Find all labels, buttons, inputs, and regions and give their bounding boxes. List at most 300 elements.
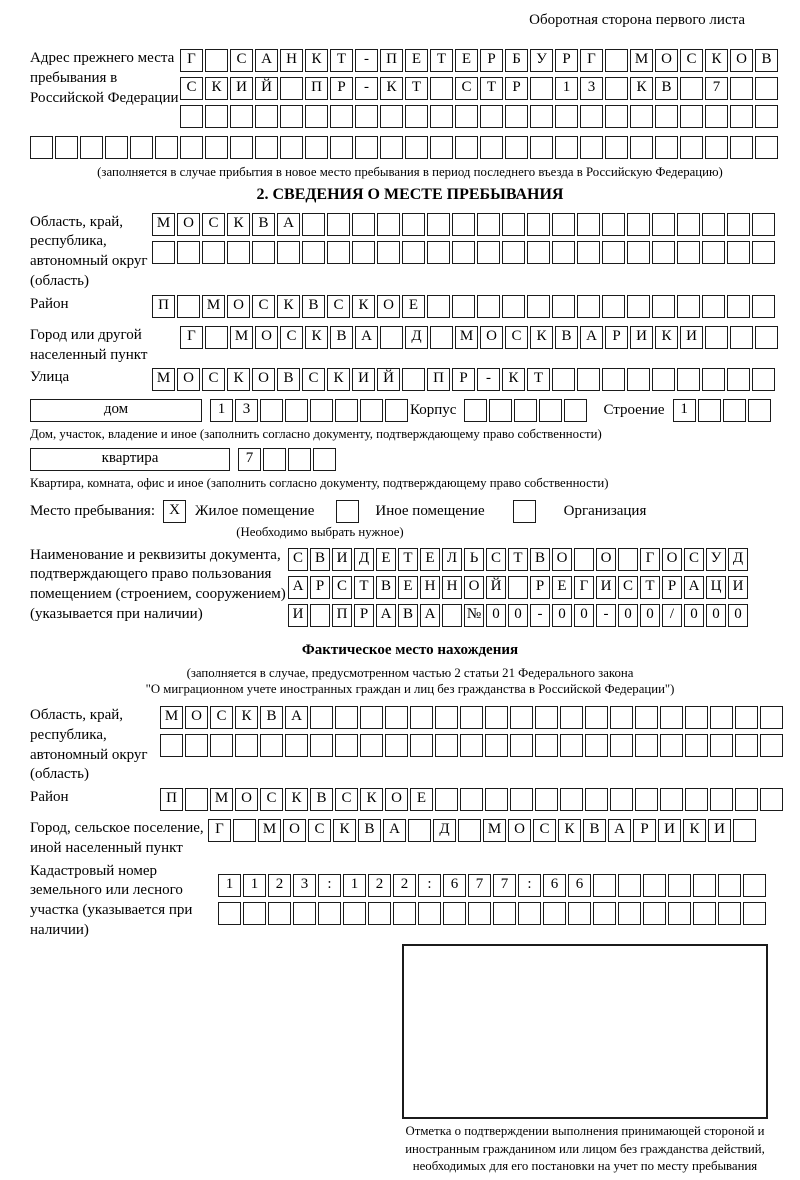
char-cell[interactable] xyxy=(752,295,775,318)
char-cell[interactable] xyxy=(568,902,591,925)
char-cell[interactable] xyxy=(435,788,458,811)
char-cell[interactable] xyxy=(560,734,583,757)
checkbox-other-premises[interactable] xyxy=(336,500,359,523)
char-cell[interactable]: Г xyxy=(180,326,203,349)
char-cell[interactable] xyxy=(527,295,550,318)
char-cell[interactable]: С xyxy=(260,788,283,811)
char-cell[interactable]: Р xyxy=(555,49,578,72)
char-cell[interactable] xyxy=(505,105,528,128)
char-cell[interactable]: И xyxy=(680,326,703,349)
char-cell[interactable] xyxy=(652,368,675,391)
char-cell[interactable] xyxy=(735,706,758,729)
char-cell[interactable]: И xyxy=(352,368,375,391)
char-cell[interactable] xyxy=(560,788,583,811)
char-cell[interactable] xyxy=(327,213,350,236)
char-cell[interactable] xyxy=(655,105,678,128)
char-cell[interactable] xyxy=(227,241,250,264)
char-cell[interactable] xyxy=(677,295,700,318)
char-cell[interactable] xyxy=(410,706,433,729)
char-cell[interactable]: 2 xyxy=(368,874,391,897)
char-cell[interactable]: - xyxy=(530,604,550,627)
char-cell[interactable]: П xyxy=(332,604,352,627)
char-cell[interactable]: 3 xyxy=(293,874,316,897)
char-cell[interactable] xyxy=(335,399,358,422)
char-cell[interactable] xyxy=(160,734,183,757)
char-cell[interactable]: Т xyxy=(480,77,503,100)
char-cell[interactable] xyxy=(285,399,308,422)
char-cell[interactable]: - xyxy=(596,604,616,627)
char-cell[interactable] xyxy=(760,734,783,757)
char-cell[interactable] xyxy=(205,326,228,349)
char-cell[interactable] xyxy=(360,706,383,729)
char-cell[interactable] xyxy=(177,295,200,318)
char-cell[interactable]: Р xyxy=(605,326,628,349)
char-cell[interactable]: А xyxy=(376,604,396,627)
char-cell[interactable] xyxy=(302,241,325,264)
char-cell[interactable] xyxy=(352,241,375,264)
char-cell[interactable]: С xyxy=(202,213,225,236)
char-cell[interactable]: Е xyxy=(410,788,433,811)
char-cell[interactable]: С xyxy=(533,819,556,842)
char-cell[interactable]: : xyxy=(318,874,341,897)
char-cell[interactable] xyxy=(618,902,641,925)
char-cell[interactable] xyxy=(385,399,408,422)
char-cell[interactable]: Р xyxy=(480,49,503,72)
char-cell[interactable]: И xyxy=(596,576,616,599)
char-cell[interactable]: В xyxy=(583,819,606,842)
char-cell[interactable]: С xyxy=(252,295,275,318)
char-cell[interactable]: Р xyxy=(354,604,374,627)
checkbox-organization[interactable] xyxy=(513,500,536,523)
char-cell[interactable] xyxy=(605,136,628,159)
char-cell[interactable] xyxy=(652,241,675,264)
char-cell[interactable] xyxy=(564,399,587,422)
char-cell[interactable] xyxy=(735,788,758,811)
char-cell[interactable]: В xyxy=(302,295,325,318)
char-cell[interactable]: М xyxy=(202,295,225,318)
char-cell[interactable] xyxy=(685,734,708,757)
char-cell[interactable]: Д xyxy=(405,326,428,349)
char-cell[interactable] xyxy=(202,241,225,264)
char-cell[interactable] xyxy=(755,105,778,128)
char-cell[interactable] xyxy=(355,105,378,128)
char-cell[interactable] xyxy=(377,213,400,236)
char-cell[interactable] xyxy=(730,326,753,349)
char-cell[interactable] xyxy=(555,105,578,128)
char-cell[interactable] xyxy=(427,295,450,318)
char-cell[interactable] xyxy=(755,136,778,159)
char-cell[interactable] xyxy=(243,902,266,925)
char-cell[interactable] xyxy=(205,49,228,72)
char-cell[interactable] xyxy=(627,295,650,318)
char-cell[interactable] xyxy=(760,706,783,729)
char-cell[interactable] xyxy=(602,241,625,264)
char-cell[interactable]: Р xyxy=(505,77,528,100)
char-cell[interactable] xyxy=(527,241,550,264)
char-cell[interactable]: № xyxy=(464,604,484,627)
char-cell[interactable]: А xyxy=(684,576,704,599)
char-cell[interactable] xyxy=(605,49,628,72)
char-cell[interactable] xyxy=(230,105,253,128)
char-cell[interactable]: С xyxy=(210,706,233,729)
char-cell[interactable] xyxy=(360,399,383,422)
char-cell[interactable] xyxy=(177,241,200,264)
char-cell[interactable]: 2 xyxy=(393,874,416,897)
char-cell[interactable]: О xyxy=(227,295,250,318)
char-cell[interactable]: 1 xyxy=(343,874,366,897)
char-cell[interactable]: И xyxy=(288,604,308,627)
char-cell[interactable]: А xyxy=(288,576,308,599)
char-cell[interactable]: Т xyxy=(354,576,374,599)
char-cell[interactable]: К xyxy=(305,49,328,72)
char-cell[interactable]: В xyxy=(555,326,578,349)
char-cell[interactable] xyxy=(180,136,203,159)
char-cell[interactable] xyxy=(743,874,766,897)
char-cell[interactable]: Н xyxy=(280,49,303,72)
char-cell[interactable] xyxy=(480,105,503,128)
char-cell[interactable]: Ц xyxy=(706,576,726,599)
char-cell[interactable]: П xyxy=(305,77,328,100)
char-cell[interactable] xyxy=(693,874,716,897)
char-cell[interactable]: - xyxy=(355,77,378,100)
char-cell[interactable] xyxy=(643,874,666,897)
char-cell[interactable] xyxy=(380,105,403,128)
char-cell[interactable] xyxy=(455,105,478,128)
char-cell[interactable]: 6 xyxy=(443,874,466,897)
char-cell[interactable]: Д xyxy=(728,548,748,571)
char-cell[interactable] xyxy=(455,136,478,159)
char-cell[interactable]: С xyxy=(202,368,225,391)
char-cell[interactable]: Т xyxy=(527,368,550,391)
char-cell[interactable] xyxy=(585,788,608,811)
char-cell[interactable]: О xyxy=(377,295,400,318)
char-cell[interactable] xyxy=(514,399,537,422)
char-cell[interactable]: Т xyxy=(398,548,418,571)
char-cell[interactable]: Е xyxy=(405,49,428,72)
char-cell[interactable]: О xyxy=(177,368,200,391)
char-cell[interactable] xyxy=(577,295,600,318)
char-cell[interactable] xyxy=(605,77,628,100)
char-cell[interactable] xyxy=(280,136,303,159)
char-cell[interactable]: 7 xyxy=(238,448,261,471)
char-cell[interactable] xyxy=(685,706,708,729)
char-cell[interactable]: И xyxy=(728,576,748,599)
char-cell[interactable] xyxy=(552,368,575,391)
char-cell[interactable]: М xyxy=(152,213,175,236)
char-cell[interactable]: О xyxy=(255,326,278,349)
char-cell[interactable] xyxy=(502,241,525,264)
char-cell[interactable]: Г xyxy=(180,49,203,72)
char-cell[interactable]: П xyxy=(427,368,450,391)
char-cell[interactable]: К xyxy=(655,326,678,349)
char-cell[interactable]: О xyxy=(464,576,484,599)
char-cell[interactable]: Г xyxy=(208,819,231,842)
char-cell[interactable] xyxy=(510,788,533,811)
char-cell[interactable] xyxy=(668,874,691,897)
char-cell[interactable] xyxy=(318,902,341,925)
char-cell[interactable] xyxy=(743,902,766,925)
char-cell[interactable]: О xyxy=(283,819,306,842)
char-cell[interactable]: М xyxy=(152,368,175,391)
char-cell[interactable]: С xyxy=(680,49,703,72)
char-cell[interactable]: О xyxy=(662,548,682,571)
char-cell[interactable]: Г xyxy=(574,576,594,599)
char-cell[interactable] xyxy=(393,902,416,925)
char-cell[interactable] xyxy=(302,213,325,236)
char-cell[interactable] xyxy=(577,368,600,391)
char-cell[interactable] xyxy=(430,105,453,128)
char-cell[interactable] xyxy=(580,136,603,159)
char-cell[interactable]: Н xyxy=(442,576,462,599)
char-cell[interactable]: Р xyxy=(452,368,475,391)
char-cell[interactable]: К xyxy=(205,77,228,100)
char-cell[interactable]: С xyxy=(332,576,352,599)
char-cell[interactable] xyxy=(385,734,408,757)
char-cell[interactable] xyxy=(677,241,700,264)
char-cell[interactable]: О xyxy=(252,368,275,391)
char-cell[interactable] xyxy=(218,902,241,925)
char-cell[interactable] xyxy=(502,295,525,318)
char-cell[interactable] xyxy=(405,136,428,159)
char-cell[interactable]: О xyxy=(235,788,258,811)
char-cell[interactable]: П xyxy=(152,295,175,318)
char-cell[interactable] xyxy=(477,295,500,318)
char-cell[interactable] xyxy=(502,213,525,236)
char-cell[interactable]: 0 xyxy=(574,604,594,627)
char-cell[interactable]: Г xyxy=(640,548,660,571)
char-cell[interactable]: - xyxy=(355,49,378,72)
char-cell[interactable]: К xyxy=(235,706,258,729)
char-cell[interactable]: К xyxy=(277,295,300,318)
char-cell[interactable] xyxy=(377,241,400,264)
char-cell[interactable]: К xyxy=(352,295,375,318)
char-cell[interactable] xyxy=(680,136,703,159)
char-cell[interactable] xyxy=(30,136,53,159)
char-cell[interactable] xyxy=(702,213,725,236)
char-cell[interactable] xyxy=(427,213,450,236)
char-cell[interactable] xyxy=(593,874,616,897)
char-cell[interactable]: С xyxy=(288,548,308,571)
char-cell[interactable]: М xyxy=(630,49,653,72)
char-cell[interactable] xyxy=(310,734,333,757)
char-cell[interactable] xyxy=(730,136,753,159)
char-cell[interactable]: М xyxy=(230,326,253,349)
char-cell[interactable] xyxy=(327,241,350,264)
char-cell[interactable] xyxy=(705,105,728,128)
char-cell[interactable]: К xyxy=(530,326,553,349)
char-cell[interactable] xyxy=(602,368,625,391)
char-cell[interactable] xyxy=(735,734,758,757)
char-cell[interactable] xyxy=(368,902,391,925)
char-cell[interactable] xyxy=(443,902,466,925)
char-cell[interactable] xyxy=(105,136,128,159)
char-cell[interactable]: С xyxy=(308,819,331,842)
char-cell[interactable] xyxy=(755,77,778,100)
char-cell[interactable]: И xyxy=(658,819,681,842)
char-cell[interactable]: Л xyxy=(442,548,462,571)
char-cell[interactable] xyxy=(752,213,775,236)
char-cell[interactable]: 1 xyxy=(673,399,696,422)
char-cell[interactable]: 1 xyxy=(218,874,241,897)
char-cell[interactable] xyxy=(510,734,533,757)
char-cell[interactable]: Е xyxy=(376,548,396,571)
char-cell[interactable] xyxy=(748,399,771,422)
char-cell[interactable]: И xyxy=(630,326,653,349)
char-cell[interactable] xyxy=(430,77,453,100)
char-cell[interactable]: В xyxy=(655,77,678,100)
char-cell[interactable]: К xyxy=(227,213,250,236)
char-cell[interactable]: 0 xyxy=(640,604,660,627)
char-cell[interactable] xyxy=(627,368,650,391)
char-cell[interactable] xyxy=(352,213,375,236)
char-cell[interactable] xyxy=(727,213,750,236)
char-cell[interactable] xyxy=(485,706,508,729)
char-cell[interactable] xyxy=(680,105,703,128)
char-cell[interactable]: В xyxy=(530,548,550,571)
char-cell[interactable] xyxy=(702,295,725,318)
char-cell[interactable] xyxy=(480,136,503,159)
char-cell[interactable] xyxy=(710,734,733,757)
char-cell[interactable]: : xyxy=(518,874,541,897)
char-cell[interactable] xyxy=(155,136,178,159)
char-cell[interactable] xyxy=(630,105,653,128)
char-cell[interactable] xyxy=(313,448,336,471)
char-cell[interactable]: П xyxy=(160,788,183,811)
char-cell[interactable] xyxy=(402,241,425,264)
char-cell[interactable] xyxy=(493,902,516,925)
char-cell[interactable] xyxy=(585,734,608,757)
char-cell[interactable]: С xyxy=(280,326,303,349)
char-cell[interactable]: 7 xyxy=(468,874,491,897)
char-cell[interactable]: 3 xyxy=(580,77,603,100)
char-cell[interactable]: Й xyxy=(486,576,506,599)
char-cell[interactable]: К xyxy=(502,368,525,391)
char-cell[interactable]: - xyxy=(477,368,500,391)
char-cell[interactable]: А xyxy=(608,819,631,842)
char-cell[interactable]: У xyxy=(530,49,553,72)
char-cell[interactable] xyxy=(602,295,625,318)
char-cell[interactable] xyxy=(263,448,286,471)
char-cell[interactable] xyxy=(660,734,683,757)
char-cell[interactable] xyxy=(605,105,628,128)
char-cell[interactable] xyxy=(635,788,658,811)
char-cell[interactable] xyxy=(452,213,475,236)
char-cell[interactable] xyxy=(760,788,783,811)
char-cell[interactable]: М xyxy=(455,326,478,349)
char-cell[interactable] xyxy=(705,326,728,349)
char-cell[interactable]: И xyxy=(230,77,253,100)
char-cell[interactable] xyxy=(602,213,625,236)
char-cell[interactable] xyxy=(702,368,725,391)
char-cell[interactable] xyxy=(477,213,500,236)
char-cell[interactable]: 0 xyxy=(728,604,748,627)
char-cell[interactable] xyxy=(535,706,558,729)
char-cell[interactable] xyxy=(210,734,233,757)
char-cell[interactable] xyxy=(677,213,700,236)
char-cell[interactable]: Е xyxy=(402,295,425,318)
char-cell[interactable]: 7 xyxy=(493,874,516,897)
char-cell[interactable]: С xyxy=(618,576,638,599)
char-cell[interactable]: О xyxy=(385,788,408,811)
char-cell[interactable]: В xyxy=(755,49,778,72)
char-cell[interactable] xyxy=(343,902,366,925)
char-cell[interactable]: М xyxy=(210,788,233,811)
char-cell[interactable] xyxy=(727,241,750,264)
char-cell[interactable] xyxy=(580,105,603,128)
char-cell[interactable] xyxy=(510,706,533,729)
char-cell[interactable] xyxy=(593,902,616,925)
char-cell[interactable]: А xyxy=(383,819,406,842)
char-cell[interactable] xyxy=(610,706,633,729)
char-cell[interactable]: И xyxy=(708,819,731,842)
char-cell[interactable] xyxy=(655,136,678,159)
char-cell[interactable] xyxy=(405,105,428,128)
char-cell[interactable]: / xyxy=(662,604,682,627)
char-cell[interactable] xyxy=(464,399,487,422)
char-cell[interactable] xyxy=(330,136,353,159)
char-cell[interactable] xyxy=(435,734,458,757)
char-cell[interactable] xyxy=(452,295,475,318)
char-cell[interactable] xyxy=(635,734,658,757)
char-cell[interactable] xyxy=(380,136,403,159)
char-cell[interactable] xyxy=(530,136,553,159)
char-cell[interactable] xyxy=(705,136,728,159)
char-cell[interactable] xyxy=(535,734,558,757)
char-cell[interactable] xyxy=(305,136,328,159)
char-cell[interactable] xyxy=(723,399,746,422)
char-cell[interactable]: 3 xyxy=(235,399,258,422)
char-cell[interactable]: О xyxy=(596,548,616,571)
char-cell[interactable] xyxy=(310,399,333,422)
char-cell[interactable] xyxy=(380,326,403,349)
char-cell[interactable] xyxy=(180,105,203,128)
char-cell[interactable]: К xyxy=(380,77,403,100)
char-cell[interactable]: П xyxy=(380,49,403,72)
char-cell[interactable]: 6 xyxy=(568,874,591,897)
char-cell[interactable]: С xyxy=(455,77,478,100)
char-cell[interactable] xyxy=(635,706,658,729)
char-cell[interactable]: Е xyxy=(552,576,572,599)
char-cell[interactable]: 0 xyxy=(508,604,528,627)
char-cell[interactable]: К xyxy=(305,326,328,349)
char-cell[interactable]: О xyxy=(185,706,208,729)
checkbox-residential[interactable]: X xyxy=(163,500,186,523)
char-cell[interactable]: К xyxy=(558,819,581,842)
char-cell[interactable]: В xyxy=(376,576,396,599)
char-cell[interactable] xyxy=(489,399,512,422)
char-cell[interactable] xyxy=(293,902,316,925)
char-cell[interactable] xyxy=(508,576,528,599)
char-cell[interactable]: С xyxy=(335,788,358,811)
char-cell[interactable] xyxy=(543,902,566,925)
char-cell[interactable]: Р xyxy=(310,576,330,599)
char-cell[interactable] xyxy=(310,706,333,729)
char-cell[interactable] xyxy=(152,241,175,264)
char-cell[interactable]: М xyxy=(483,819,506,842)
char-cell[interactable] xyxy=(698,399,721,422)
char-cell[interactable] xyxy=(427,241,450,264)
char-cell[interactable] xyxy=(680,77,703,100)
char-cell[interactable] xyxy=(702,241,725,264)
char-cell[interactable]: В xyxy=(330,326,353,349)
char-cell[interactable] xyxy=(627,213,650,236)
char-cell[interactable] xyxy=(560,706,583,729)
char-cell[interactable]: 0 xyxy=(706,604,726,627)
char-cell[interactable] xyxy=(733,819,756,842)
char-cell[interactable] xyxy=(260,399,283,422)
char-cell[interactable]: Й xyxy=(255,77,278,100)
char-cell[interactable] xyxy=(460,706,483,729)
